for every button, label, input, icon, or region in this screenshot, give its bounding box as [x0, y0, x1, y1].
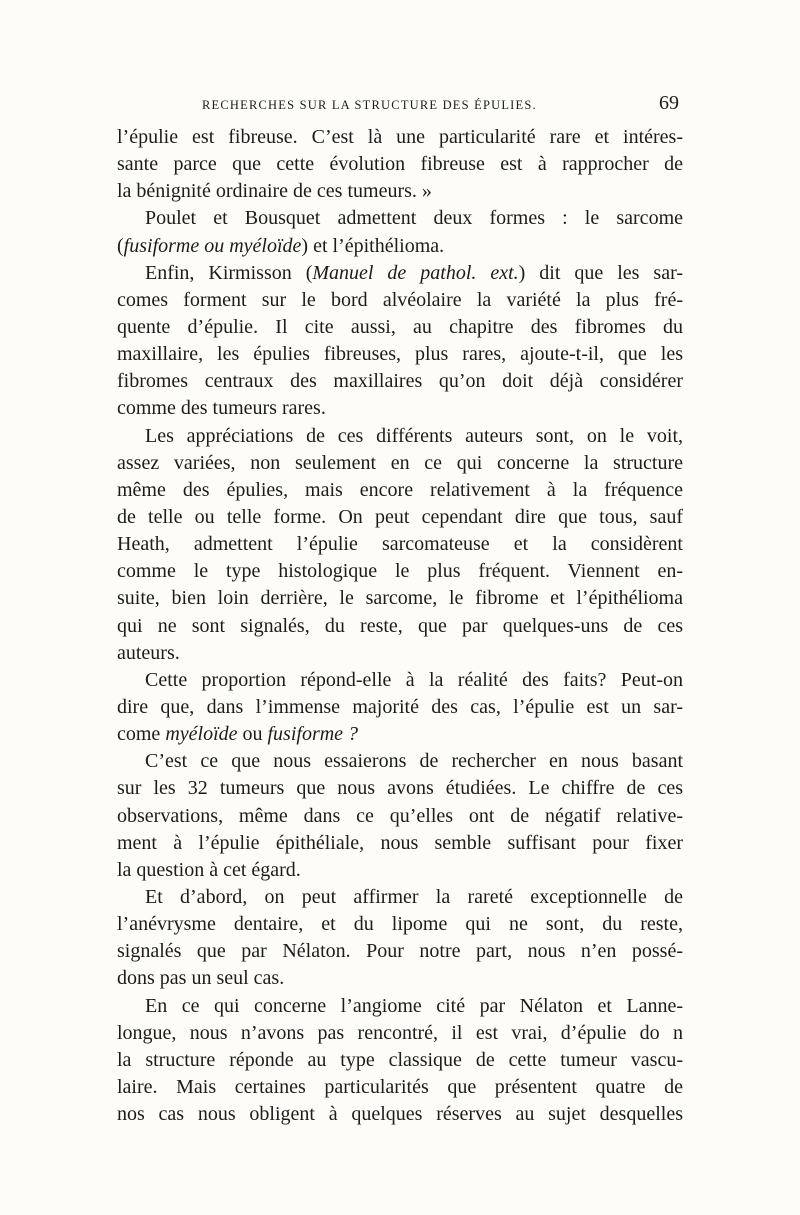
- text-line: [117, 260, 683, 287]
- text-run: assez variées, non seulement en ce qui concerne la structure: [117, 451, 683, 474]
- text-run: Et d’abord, on peut affirmer la rareté exceptionnelle de: [145, 885, 683, 908]
- text-line: [117, 803, 683, 830]
- text-line: [117, 640, 683, 667]
- text-run: nos cas nous obligent à quelques réserves au sujet desquelles: [117, 1103, 683, 1126]
- text-line: [117, 1047, 683, 1074]
- text-run: dons pas un seul cas.: [117, 967, 285, 990]
- text-line: [117, 233, 683, 260]
- text-run: signalés que par Nélaton. Pour notre part, nous n’en possé-: [117, 940, 683, 963]
- paragraph: [117, 205, 683, 259]
- italic-text: fusiforme ou myéloïde: [123, 234, 302, 257]
- text-line: [117, 450, 683, 477]
- text-run: ment à l’épulie épithéliale, nous semble suffisant pour fixer: [117, 831, 683, 854]
- page-number: 69: [659, 92, 679, 114]
- text-run: Enfin, Kirmisson (: [145, 261, 313, 284]
- text-run: auteurs.: [117, 641, 180, 664]
- text-run: comme des tumeurs rares.: [117, 397, 326, 420]
- text-run: Heath, admettent l’épulie sarcomateuse et la considèrent: [117, 533, 683, 556]
- text-line: [117, 694, 683, 721]
- text-run: quente d’épulie. Il cite aussi, au chapitre des fibromes du: [117, 315, 683, 338]
- text-run: ) et l’épithélioma.: [301, 234, 445, 257]
- text-run: suite, bien loin derrière, le sarcome, le fibrome et l’épithélioma: [117, 587, 683, 610]
- text-line: [117, 477, 683, 504]
- text-line: [117, 585, 683, 612]
- text-run: qui ne sont signalés, du reste, que par quelques-uns de ces: [117, 614, 683, 637]
- text-line: [117, 965, 683, 992]
- text-line: [117, 613, 683, 640]
- text-line: [117, 1074, 683, 1101]
- text-run: la structure réponde au type classique de cette tumeur vascu-: [117, 1048, 683, 1071]
- text-line: [117, 205, 683, 232]
- text-run: Cette proportion répond-elle à la réalité des faits? Peut-on: [145, 668, 683, 691]
- text-run: C’est ce que nous essaierons de rechercher en nous basant: [145, 750, 683, 773]
- body-text: [117, 124, 683, 1128]
- text-run: même des épulies, mais encore relativement à la fréquence: [117, 478, 683, 501]
- text-line: [117, 667, 683, 694]
- text-run: comme le type histologique le plus fréquent. Viennent en-: [117, 560, 683, 583]
- text-line: [117, 395, 683, 422]
- text-run: comes forment sur le bord alvéolaire la variété la plus fré-: [117, 288, 683, 311]
- text-line: [117, 287, 683, 314]
- italic-text: Manuel de pathol. ext.: [312, 261, 519, 284]
- text-run: sur les 32 tumeurs que nous avons étudiées. Le chiffre de ces: [117, 777, 683, 800]
- text-line: [117, 1101, 683, 1128]
- italic-text: fusiforme ?: [267, 723, 359, 746]
- text-line: [117, 884, 683, 911]
- text-line: [117, 721, 683, 748]
- text-run: Les appréciations de ces différents auteurs sont, on le voit,: [145, 424, 683, 447]
- paragraph: [117, 124, 683, 205]
- text-line: [117, 911, 683, 938]
- text-run: longue, nous n’avons pas rencontré, il est vrai, d’épulie do n: [117, 1021, 683, 1044]
- text-line: [117, 748, 683, 775]
- text-run: Poulet et Bousquet admettent deux formes : le sarcome: [145, 207, 683, 230]
- text-run: laire. Mais certaines particularités que présentent quatre de: [117, 1075, 683, 1098]
- text-line: [117, 775, 683, 802]
- text-line: [117, 993, 683, 1020]
- text-line: [117, 151, 683, 178]
- text-line: [117, 531, 683, 558]
- text-line: [117, 857, 683, 884]
- text-line: [117, 558, 683, 585]
- text-run: ) dit que les sar-: [518, 261, 683, 284]
- paragraph: [117, 884, 683, 993]
- text-line: [117, 314, 683, 341]
- text-line: [117, 341, 683, 368]
- text-run: En ce qui concerne l’angiome cité par Nélaton et Lanne-: [145, 994, 683, 1017]
- text-line: [117, 938, 683, 965]
- paragraph: [117, 260, 683, 423]
- text-run: sante parce que cette évolution fibreuse est à rapprocher de: [117, 153, 683, 176]
- text-run: dire que, dans l’immense majorité des cas, l’épulie est un sar-: [117, 695, 683, 718]
- text-line: [117, 830, 683, 857]
- text-line: [117, 178, 683, 205]
- text-line: [117, 423, 683, 450]
- text-run: l’épulie est fibreuse. C’est là une particularité rare et intéres-: [117, 126, 683, 148]
- italic-text: myéloïde: [165, 723, 238, 746]
- paragraph: [117, 423, 683, 667]
- text-run: (: [117, 234, 124, 257]
- text-run: de telle ou telle forme. On peut cependant dire que tous, sauf: [117, 505, 683, 528]
- paragraph: [117, 748, 683, 884]
- text-run: observations, même dans ce qu’elles ont de négatif relative-: [117, 804, 683, 827]
- text-run: maxillaire, les épulies fibreuses, plus rares, ajoute-t-il, que les: [117, 343, 683, 366]
- text-run: fibromes centraux des maxillaires qu’on doit déjà considérer: [117, 370, 683, 393]
- page-header: [117, 92, 683, 120]
- text-run: la bénignité ordinaire de ces tumeurs. »: [117, 180, 432, 203]
- text-line: [117, 124, 683, 151]
- text-run: come: [117, 723, 166, 746]
- paragraph: [117, 667, 683, 748]
- paragraph: [117, 993, 683, 1129]
- text-line: [117, 368, 683, 395]
- text-run: la question à cet égard.: [117, 858, 301, 881]
- text-line: [117, 504, 683, 531]
- text-run: l’anévrysme dentaire, et du lipome qui ne sont, du reste,: [117, 913, 683, 936]
- book-page: [117, 92, 683, 1128]
- text-line: [117, 1020, 683, 1047]
- text-run: ou: [237, 723, 268, 746]
- running-head: RECHERCHES SUR LA STRUCTURE DES ÉPULIES.: [202, 98, 537, 112]
